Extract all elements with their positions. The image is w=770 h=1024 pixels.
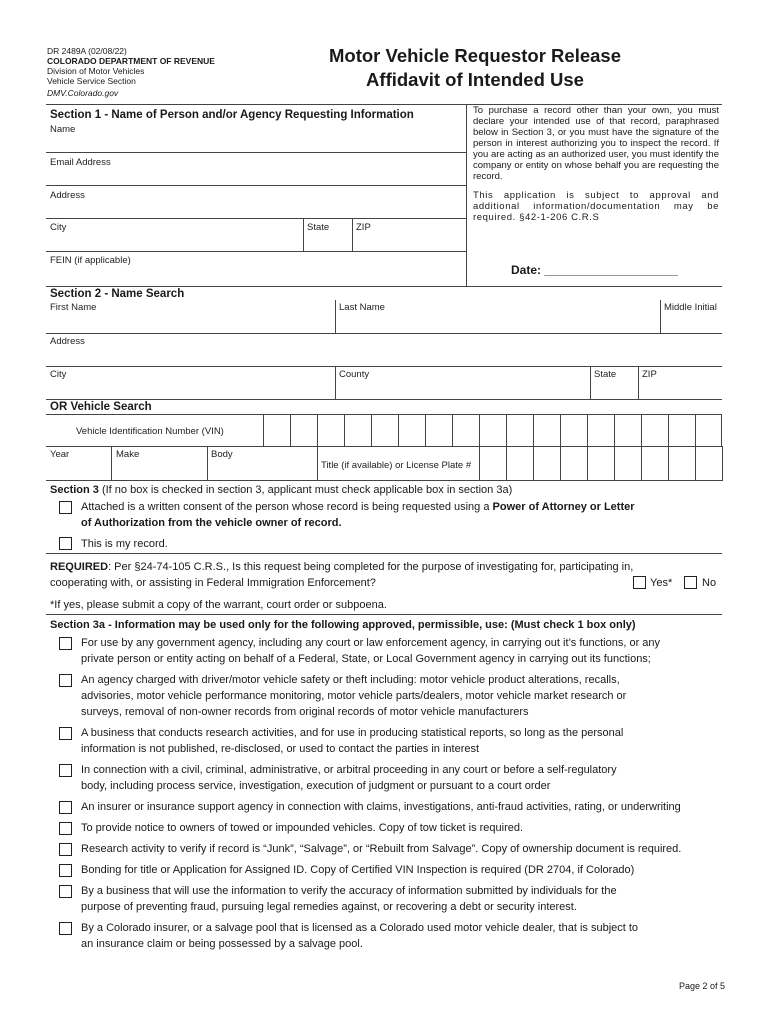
loa-text: of Authorization from the vehicle owner of record.	[81, 517, 342, 529]
plate-cell[interactable]	[695, 446, 723, 481]
title-plate-label: Title (if available) or License Plate #	[321, 460, 472, 471]
divider	[46, 480, 722, 481]
use-option-text	[81, 920, 721, 952]
yes-label: Yes*	[650, 577, 673, 589]
divider	[317, 446, 318, 480]
email-label: Email Address	[50, 157, 111, 168]
department-name: COLORADO DEPARTMENT OF REVENUE	[47, 56, 215, 66]
header-block	[47, 46, 215, 98]
plate-cell[interactable]	[668, 446, 696, 481]
use-option-line: By a Colorado insurer, or a salvage pool that is licensed as a Colorado used motor vehicle dealer, that is subject to	[81, 922, 639, 934]
plate-cell[interactable]	[641, 446, 669, 481]
instructions-para-1: To purchase a record other than your own, you must declare your intended use of that record, paraphrased below in Section 3, or you must have the signature of the person in interest authorizing you to inspect the record. If you are acting as an authorized user, you must identify the company or entity on whose behalf you are requesting the record.	[473, 105, 719, 182]
form-number: DR 2489A (02/08/22)	[47, 46, 127, 56]
use-option-line: By a business that will use the information to verify the accuracy of information submitted by individuals for the	[81, 885, 617, 897]
vin-cell[interactable]	[560, 414, 588, 447]
divider	[466, 104, 467, 286]
use-option-line: private person or entity acting on behalf of a Federal, State, or Local Government agency in carrying out its functions;	[81, 653, 651, 665]
address-field-line[interactable]	[46, 218, 466, 219]
use-option-checkbox[interactable]	[59, 637, 72, 650]
divider	[638, 366, 639, 399]
use-option-checkbox[interactable]	[59, 822, 72, 835]
address2-label: Address	[50, 336, 85, 347]
consent-option-text	[81, 499, 721, 531]
vin-cell[interactable]	[344, 414, 372, 447]
date-field[interactable]: Date: ____________________	[511, 263, 678, 277]
consent-checkbox[interactable]	[59, 501, 72, 514]
vin-cell[interactable]	[479, 414, 507, 447]
vin-cell[interactable]	[587, 414, 615, 447]
name-row-line[interactable]	[46, 333, 722, 334]
my-record-text: This is my record.	[81, 538, 168, 550]
use-option-line: information is not published, re-disclosed, or used to contact the parties in interest	[81, 743, 480, 755]
state-label: State	[307, 222, 330, 233]
city-field-line[interactable]	[46, 251, 466, 252]
use-option-line: surveys, removal of non-owner records from original records of motor vehicle manufacturers	[81, 706, 529, 718]
use-option-line: In connection with a civil, criminal, administrative, or arbitral proceeding in any court or before a self-regulatory	[81, 764, 617, 776]
divider	[335, 366, 336, 399]
divider	[590, 366, 591, 399]
title-line-1: Motor Vehicle Requestor Release	[329, 45, 621, 66]
first-name-label: First Name	[50, 302, 97, 313]
page-number: Page 2 of 5	[679, 981, 726, 991]
use-option-line: To provide notice to owners of towed or impounded vehicles. Copy of tow ticket is required.	[81, 822, 524, 834]
plate-cell[interactable]	[560, 446, 588, 481]
fein-label: FEIN (if applicable)	[50, 255, 131, 266]
yes-checkbox[interactable]	[633, 576, 646, 589]
use-option-text	[81, 820, 721, 836]
vin-cell[interactable]	[641, 414, 669, 447]
section-name: Vehicle Service Section	[47, 76, 136, 86]
divider	[111, 446, 112, 480]
plate-cell[interactable]	[506, 446, 534, 481]
use-option-line: body, including process service, investigation, execution of judgment or pursuant to a court order	[81, 780, 551, 792]
divider	[46, 614, 722, 615]
divider	[46, 553, 722, 554]
use-option-text	[81, 841, 721, 857]
section2-title: Section 2 - Name Search	[50, 288, 185, 300]
required-label: REQUIRED	[50, 561, 109, 573]
use-option-text	[81, 762, 721, 794]
required-note: *If yes, please submit a copy of the warrant, court order or subpoena.	[50, 599, 387, 611]
address-row-line[interactable]	[46, 366, 722, 367]
use-option-text	[81, 883, 721, 915]
no-label: No	[702, 577, 717, 589]
use-option-text	[81, 799, 721, 815]
city2-label: City	[50, 369, 67, 380]
name-field-line[interactable]	[46, 152, 466, 153]
divider	[335, 300, 336, 333]
divider	[660, 300, 661, 333]
required-question	[50, 559, 722, 591]
vin-cell[interactable]	[317, 414, 345, 447]
divider	[352, 218, 353, 251]
use-option-line: an insurance claim or being possessed by a salvage pool.	[81, 938, 363, 950]
zip2-label: ZIP	[642, 369, 657, 380]
divider	[46, 286, 722, 287]
name-label: Name	[50, 124, 76, 135]
consent-text: Attached is a written consent of the person whose record is being requested using a	[81, 501, 493, 513]
plate-cell[interactable]	[587, 446, 615, 481]
divider	[303, 218, 304, 251]
city-row-line[interactable]	[46, 399, 722, 400]
plate-cell[interactable]	[614, 446, 642, 481]
vin-label: Vehicle Identification Number (VIN)	[76, 426, 224, 437]
vin-cell[interactable]	[371, 414, 399, 447]
vin-cell[interactable]	[506, 414, 534, 447]
no-checkbox[interactable]	[684, 576, 697, 589]
vehicle-search-title: OR Vehicle Search	[50, 401, 152, 413]
instructions-para-2: This application is subject to approval and additional information/documentation may be required. §42-1-206 C.R.S	[473, 190, 719, 223]
use-option-line: A business that conducts research activities, and for use in producing statistical reports, so long as the personal	[81, 727, 624, 739]
use-option-checkbox[interactable]	[59, 843, 72, 856]
section3-label: Section 3	[50, 484, 99, 496]
section1-title: Section 1 - Name of Person and/or Agency Requesting Information	[50, 109, 414, 121]
vin-cell[interactable]	[533, 414, 561, 447]
email-field-line[interactable]	[46, 185, 466, 186]
plate-cell[interactable]	[479, 446, 507, 481]
year-label: Year	[50, 449, 70, 460]
page-title	[290, 44, 660, 92]
city-label: City	[50, 222, 67, 233]
use-option-checkbox[interactable]	[59, 922, 72, 935]
state2-label: State	[594, 369, 617, 380]
zip-label: ZIP	[356, 222, 371, 233]
use-option-text	[81, 862, 721, 878]
use-option-line: advisories, motor vehicle performance monitoring, motor vehicle parts/dealers, motor vehicle market research or	[81, 690, 627, 702]
make-label: Make	[116, 449, 140, 460]
required-text-1: : Per §24-74-105 C.R.S., Is this request being completed for the purpose of investigating for, participating in,	[108, 561, 634, 573]
vin-cell[interactable]	[263, 414, 291, 447]
divider	[207, 446, 208, 480]
use-option-line: An insurer or insurance support agency in connection with claims, investigations, anti-fraud activities, rating, or underwriting	[81, 801, 681, 813]
use-option-text	[81, 725, 721, 757]
poa-text: Power of Attorney or Letter	[492, 501, 635, 513]
middle-initial-label: Middle Initial	[664, 302, 717, 313]
county-label: County	[339, 369, 370, 380]
use-option-text	[81, 635, 721, 667]
address-label: Address	[50, 190, 85, 201]
use-option-line: Research activity to verify if record is “Junk”, “Salvage”, or “Rebuilt from Salvage”. Copy of ownership document is required.	[81, 843, 682, 855]
body-label: Body	[211, 449, 233, 460]
use-option-checkbox[interactable]	[59, 674, 72, 687]
vin-cell[interactable]	[452, 414, 480, 447]
required-text-2: cooperating with, or assisting in Federal Immigration Enforcement?	[50, 577, 376, 589]
website: DMV.Colorado.gov	[47, 88, 119, 98]
use-option-text	[81, 672, 721, 720]
use-option-checkbox[interactable]	[59, 864, 72, 877]
section3a-title: Section 3a - Information may be used only for the following approved, permissible, use: (Must check 1 box only)	[50, 619, 636, 631]
last-name-label: Last Name	[339, 302, 385, 313]
division-name: Division of Motor Vehicles	[47, 66, 145, 76]
title-line-2: Affidavit of Intended Use	[366, 69, 584, 90]
my-record-checkbox[interactable]	[59, 537, 72, 550]
vin-cell[interactable]	[668, 414, 696, 447]
use-option-checkbox[interactable]	[59, 764, 72, 777]
plate-cell[interactable]	[533, 446, 561, 481]
use-option-checkbox[interactable]	[59, 801, 72, 814]
section3-note: (If no box is checked in section 3, applicant must check applicable box in section 3a)	[98, 484, 513, 496]
section3-title	[50, 482, 512, 498]
use-option-line: An agency charged with driver/motor vehicle safety or theft including: motor vehicle product alterations, recalls,	[81, 674, 620, 686]
vin-cell[interactable]	[614, 414, 642, 447]
use-option-line: Bonding for title or Application for Assigned ID. Copy of Certified VIN Inspection is required (DR 2704, if Colorado)	[81, 864, 635, 876]
use-option-line: purpose of preventing fraud, pursuing legal remedies against, or recovering a debt or security interest.	[81, 901, 577, 913]
use-option-checkbox[interactable]	[59, 885, 72, 898]
vin-cell[interactable]	[290, 414, 318, 447]
use-option-line: For use by any government agency, including any court or law enforcement agency, in carrying out it’s functions, or any	[81, 637, 661, 649]
vin-cell[interactable]	[398, 414, 426, 447]
vin-cell[interactable]	[695, 414, 722, 447]
vin-cell[interactable]	[425, 414, 453, 447]
use-option-checkbox[interactable]	[59, 727, 72, 740]
